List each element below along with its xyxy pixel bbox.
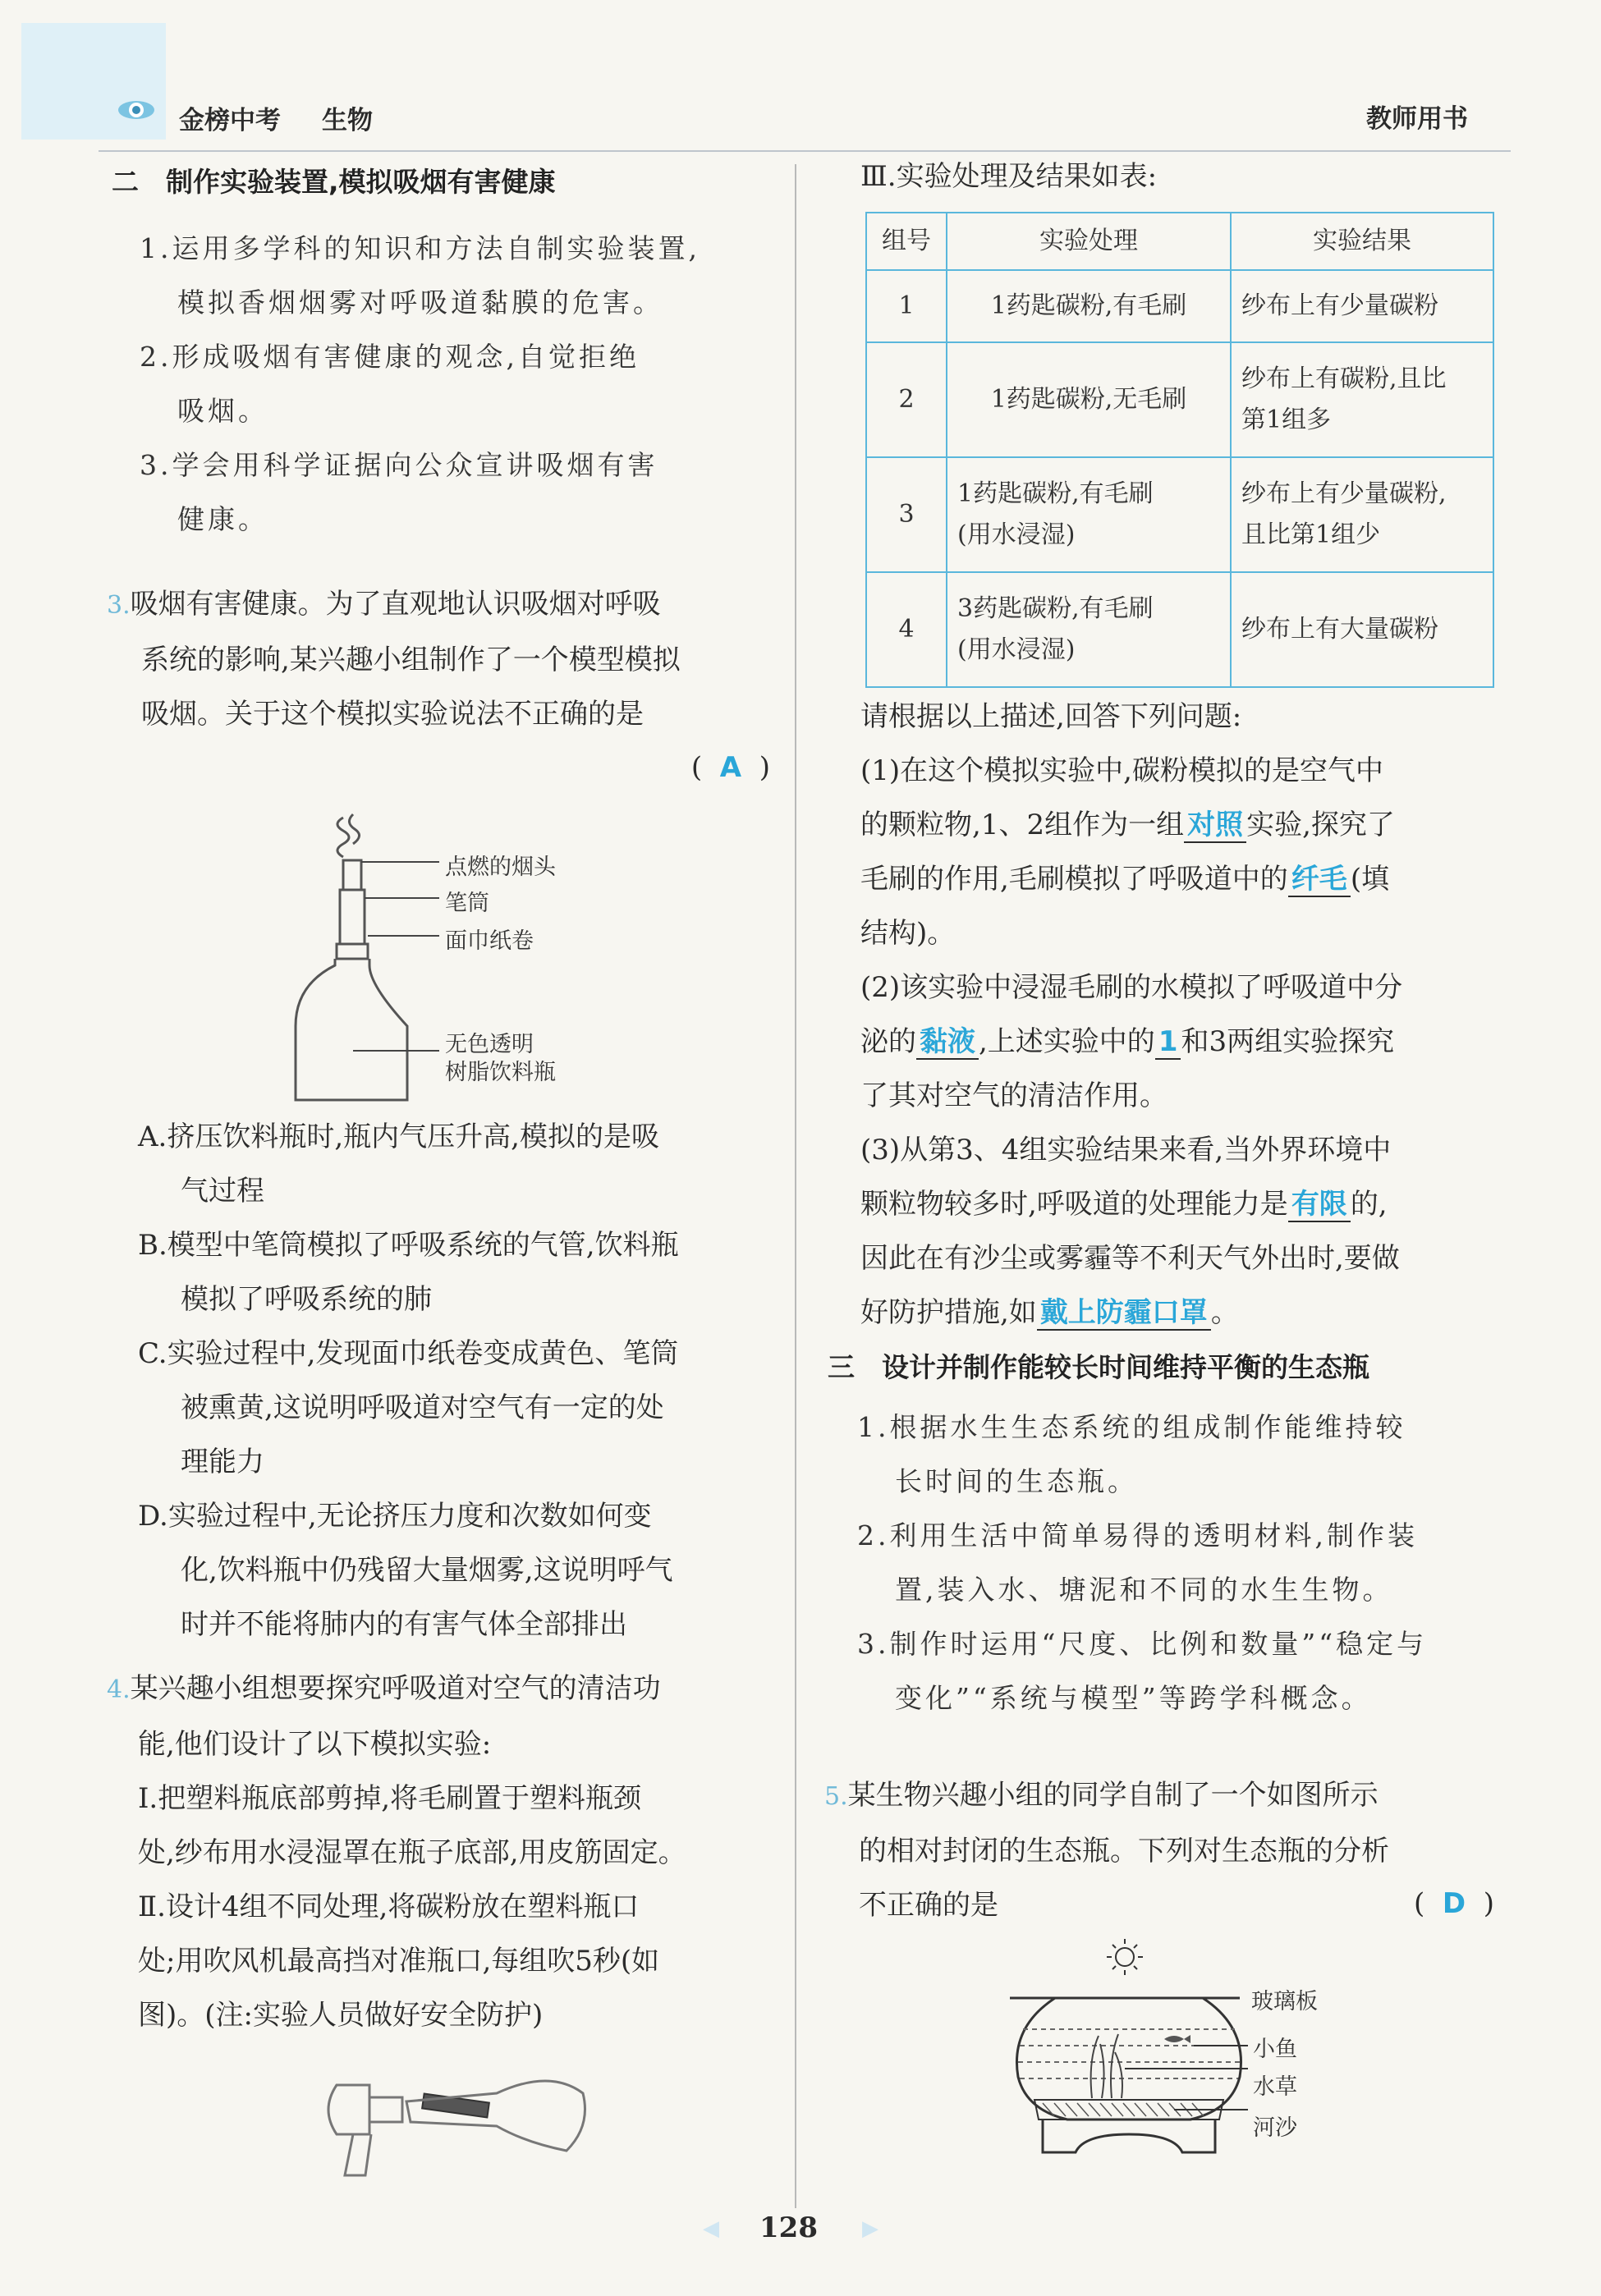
answer-q5: D xyxy=(1442,1887,1466,1920)
option-c-cont: 理能力 xyxy=(181,1446,264,1478)
table-cell: 纱布上有少量碳粉 xyxy=(1231,270,1493,342)
sub-question-1: (1)在这个模拟实验中,碳粉模拟的是空气中 xyxy=(860,754,1383,787)
book-title: 金榜中考 xyxy=(179,106,281,135)
table-row xyxy=(866,572,1493,687)
option-b-cont: 模拟了呼吸系统的肺 xyxy=(181,1283,432,1316)
section-3-title: 三 设计并制作能较长时间维持平衡的生态瓶 xyxy=(828,1351,1369,1383)
corner-decoration xyxy=(21,23,166,140)
option-c-cont: 被熏黄,这说明呼吸道对空气有一定的处 xyxy=(181,1391,664,1424)
hair-dryer-figure xyxy=(320,2060,599,2184)
label-lit-cigarette: 点燃的烟头 xyxy=(445,855,556,880)
next-arrow-icon: ▶ xyxy=(862,2216,878,2241)
question-number: 5. xyxy=(824,1782,848,1811)
table-row xyxy=(866,342,1493,457)
table-cell: 1药匙碳粉,有毛刷 xyxy=(947,270,1231,342)
sub-question-1-line: 毛刷的作用,毛刷模拟了呼吸道中的 纤毛 (填 xyxy=(860,863,1390,896)
answer-bracket-q3: ( A ) xyxy=(690,751,770,784)
goal-item-cont: 吸烟。 xyxy=(177,395,268,427)
option-d-cont: 化,饮料瓶中仍残留大量烟雾,这说明呼气 xyxy=(181,1554,673,1587)
table-cell: 纱布上有碳粉,且比 第1组多 xyxy=(1231,342,1493,457)
eye-logo-icon xyxy=(117,99,156,121)
question-3: 3.吸烟有害健康。为了直观地认识吸烟对呼吸 系统的影响,某兴趣小组制作了一个模型模拟 吸烟。关于这个模拟实验说法不正确的是 xyxy=(107,588,681,731)
label-water-plant: 水草 xyxy=(1253,2074,1297,2100)
sub-question-2-line: 泌的 黏液 ,上述实验中的 1 和3两组实验探究 xyxy=(860,1025,1395,1058)
section-2-goals xyxy=(140,222,764,547)
question-4: 4.某兴趣小组想要探究呼吸道对空气的清洁功 能,他们设计了以下模拟实验: Ⅰ.把塑料瓶底部剪掉,将毛刷置于塑料瓶颈 处,纱布用水浸湿罩在瓶子底部,用皮筋固定。 Ⅱ.设计4组不同处理,将碳粉放在塑料瓶口 处;用吹风机最高挡对准瓶口,每组吹5秒(如 图)。(注:实验人员做好安全防护) xyxy=(107,1672,686,2032)
table-cell: 2 xyxy=(866,342,947,457)
option-c: C.实验过程中,发现面巾纸卷变成黄色、笔筒 xyxy=(138,1337,679,1370)
sub-question-3: (3)从第3、4组实验结果来看,当外界环境中 xyxy=(860,1134,1392,1166)
table-header: 实验处理 xyxy=(947,213,1231,270)
table-row xyxy=(866,457,1493,572)
table-cell: 1药匙碳粉,有毛刷 (用水浸湿) xyxy=(947,457,1231,572)
sub-question-1-line: 结构)。 xyxy=(860,917,956,950)
goal-item: 3.制作时运用“尺度、比例和数量”“稳定与 xyxy=(857,1628,1428,1660)
goal-item-cont: 置,装入水、塘泥和不同的水生生物。 xyxy=(895,1574,1393,1606)
option-d-cont: 时并不能将肺内的有害气体全部排出 xyxy=(181,1608,627,1641)
goal-item-cont: 长时间的生态瓶。 xyxy=(895,1465,1138,1497)
label-small-fish: 小鱼 xyxy=(1253,2037,1297,2062)
table-header: 实验结果 xyxy=(1231,213,1493,270)
goal-item: 3.学会用科学证据向公众宣讲吸烟有害 xyxy=(140,449,658,481)
sub-question-2: (2)该实验中浸湿毛刷的水模拟了呼吸道中分 xyxy=(860,971,1403,1004)
answer-blank: 1 xyxy=(1155,1025,1181,1060)
q3-options xyxy=(138,1110,787,1652)
goal-item: 2.形成吸烟有害健康的观念,自觉拒绝 xyxy=(140,341,640,373)
label-bottle-1: 无色透明 xyxy=(445,1032,534,1057)
table-cell: 1药匙碳粉,无毛刷 xyxy=(947,342,1231,457)
header-rule xyxy=(99,150,1511,152)
answer-blank: 戴上防霾口罩 xyxy=(1037,1296,1211,1331)
question-5: 5.某生物兴趣小组的同学自制了一个如图所示 的相对封闭的生态瓶。下列对生态瓶的分析 不正确的是 xyxy=(824,1779,1389,1922)
option-a: A.挤压饮料瓶时,瓶内气压升高,模拟的是吸 xyxy=(138,1121,659,1153)
prev-arrow-icon: ◀ xyxy=(703,2216,719,2241)
label-river-sand: 河沙 xyxy=(1253,2115,1297,2141)
answer-q3: A xyxy=(719,751,742,784)
goal-item: 2.利用生活中简单易得的透明材料,制作装 xyxy=(857,1519,1418,1551)
answer-blank: 黏液 xyxy=(916,1025,979,1060)
question-number: 3. xyxy=(107,591,131,620)
column-divider xyxy=(795,164,796,2208)
table-row xyxy=(866,270,1493,342)
option-a-cont: 气过程 xyxy=(181,1175,264,1208)
option-d: D.实验过程中,无论挤压力度和次数如何变 xyxy=(138,1500,652,1533)
answer-bracket-q5: ( D ) xyxy=(1413,1887,1494,1920)
table-header-row xyxy=(866,213,1493,270)
goal-item-cont: 模拟香烟烟雾对呼吸道黏膜的危害。 xyxy=(177,286,663,319)
table-cell: 纱布上有少量碳粉, 且比第1组少 xyxy=(1231,457,1493,572)
q4-subquestions xyxy=(860,690,1517,1340)
sub-question-3-line: 因此在有沙尘或雾霾等不利天气外出时,要做 xyxy=(860,1242,1400,1275)
table-header: 组号 xyxy=(866,213,947,270)
label-glass-plate: 玻璃板 xyxy=(1251,1989,1318,2014)
answer-blank: 有限 xyxy=(1288,1188,1351,1222)
sub-question-3-line: 好防护措施,如 戴上防霾口罩 。 xyxy=(860,1296,1239,1329)
goal-item-cont: 健康。 xyxy=(177,503,268,535)
page-number: 128 xyxy=(759,2211,818,2244)
label-tissue-roll: 面巾纸卷 xyxy=(445,928,534,954)
section-3-goals xyxy=(857,1400,1514,1725)
option-b: B.模型中笔筒模拟了呼吸系统的气管,饮料瓶 xyxy=(138,1229,679,1262)
label-pen-holder: 笔筒 xyxy=(445,891,489,916)
goal-item-cont: 变化”“系统与模型”等跨学科概念。 xyxy=(895,1682,1372,1714)
label-bottle-2: 树脂饮料瓶 xyxy=(445,1060,556,1085)
subject-title: 生物 xyxy=(322,106,373,135)
experiment-results-table xyxy=(865,212,1494,688)
table-cell: 4 xyxy=(866,572,947,687)
table-cell: 1 xyxy=(866,270,947,342)
table-cell: 纱布上有大量碳粉 xyxy=(1231,572,1493,687)
table-cell: 3 xyxy=(866,457,947,572)
goal-item: 1.运用多学科的知识和方法自制实验装置, xyxy=(140,232,700,264)
sun-icon xyxy=(1107,1939,1143,1975)
q4-prompt: 请根据以上描述,回答下列问题: xyxy=(860,700,1242,733)
table-cell: 3药匙碳粉,有毛刷 (用水浸湿) xyxy=(947,572,1231,687)
sub-question-2-line: 了其对空气的清洁作用。 xyxy=(860,1079,1167,1112)
step-3-text: Ⅲ.实验处理及结果如表: xyxy=(860,160,1158,193)
answer-blank: 对照 xyxy=(1184,809,1246,843)
answer-blank: 纤毛 xyxy=(1288,863,1351,897)
sub-question-3-line: 颗粒物较多时,呼吸道的处理能力是 有限 的, xyxy=(860,1188,1388,1221)
teacher-book-label: 教师用书 xyxy=(1366,104,1468,134)
goal-item: 1.根据水生生态系统的组成制作能维持较 xyxy=(857,1411,1406,1443)
sub-question-1-line: 的颗粒物,1、2组作为一组 对照 实验,探究了 xyxy=(860,809,1395,841)
section-2-title: 二 制作实验装置,模拟吸烟有害健康 xyxy=(112,166,556,198)
question-number: 4. xyxy=(107,1675,131,1704)
